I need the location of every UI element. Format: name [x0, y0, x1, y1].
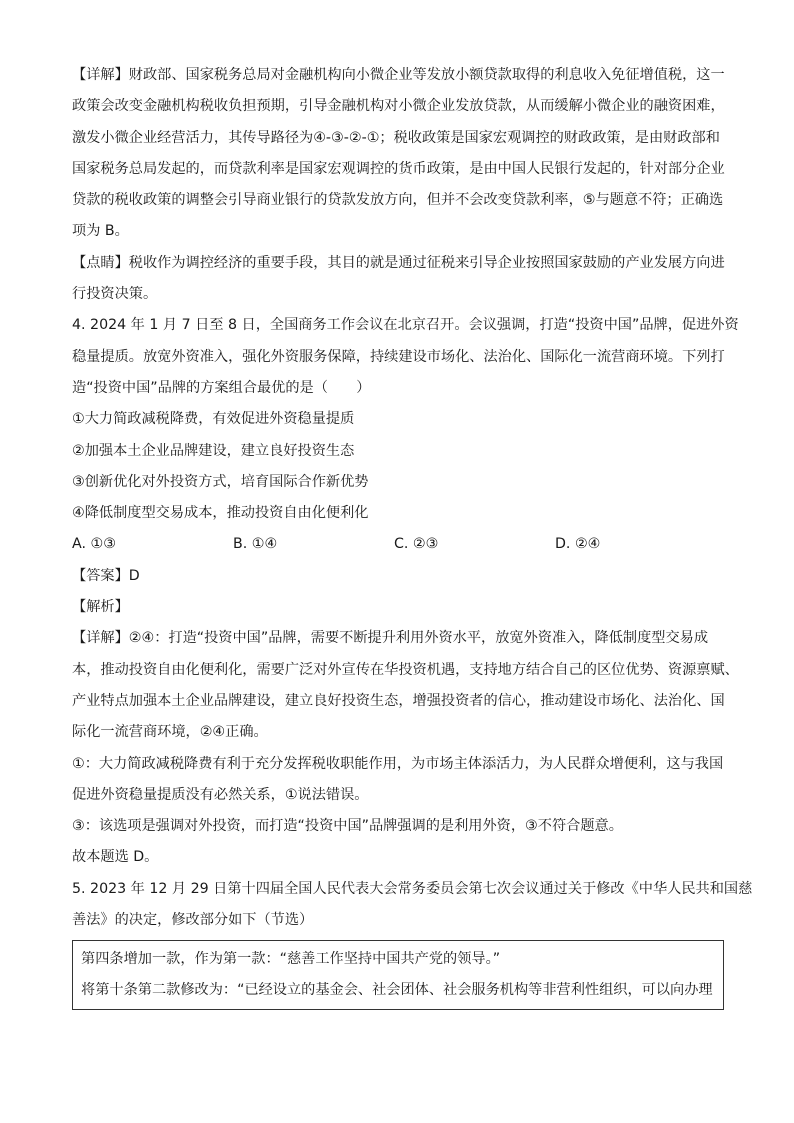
point-1-line: ①：大力简政减税降费有利于充分发挥税收职能作用，为市场主体添活力，为人民群众增便利，这与我国: [72, 755, 724, 772]
document-page: [72, 60, 753, 1010]
text-line: 激发小微企业经营活力，其传导路径为④-③-②-①；税收政策是国家宏观调控的财政政策，是由财政部和: [72, 129, 720, 146]
answer-label: 【答案】D: [72, 567, 140, 584]
question-4: [72, 310, 739, 873]
option-c: C. ②③: [394, 536, 439, 553]
question-5: [72, 874, 753, 1011]
option-d: D. ②④: [555, 536, 601, 553]
question-stem-line: 善法》的决定，修改部分如下（节选）: [72, 912, 314, 929]
question-stem-line: 稳量提质。放宽外资准入，强化外资服务保障，持续建设市场化、法治化、国际化一流营商环境。下列打: [72, 348, 725, 365]
answer-options: [72, 529, 724, 560]
text-line: 【详解】财政部、国家税务总局对金融机构向小微企业等发放小额贷款取得的利息收入免征增值税，这一: [72, 67, 725, 83]
text-line: 政策会改变金融机构税收负担预期，引导金融机构对小微企业发放贷款，从而缓解小微企业的融资困难，: [72, 98, 725, 115]
analysis-label: 【解析】: [72, 599, 129, 616]
question-stem-line: 4. 2024 年 1 月 7 日至 8 日，全国商务工作会议在北京召开。会议强调，打造“投资中国”品牌，促进外资: [72, 317, 739, 334]
detail-line: 本，推动投资自由化便利化，需要广泛对外宣传在华投资机遇，支持地方结合自己的区位优势、资源禀赋、: [72, 661, 739, 678]
statement-item: ①大力简政减税降费，有效促进外资稳量提质: [72, 411, 355, 428]
question-stem-line: 5. 2023 年 12 月 29 日第十四届全国人民代表大会常务委员会第七次会议通过关于修改《中华人民共和国慈: [72, 880, 753, 897]
q3-tip: [72, 248, 724, 311]
question-stem-line: 造“投资中国”品牌的方案组合最优的是（ ）: [72, 379, 371, 396]
q3-detail: [72, 60, 724, 248]
option-b: B. ①④: [233, 536, 278, 553]
text-line: 行投资决策。: [72, 286, 158, 303]
text-line: 国家税务总局发起的，而贷款利率是国家宏观调控的货币政策，是由中国人民银行发起的，针对部分企业: [72, 160, 725, 177]
detail-line: 际化一流营商环境，②④正确。: [72, 724, 268, 741]
material-line: 将第十条第二款修改为：“已经设立的基金会、社会团体、社会服务机构等非营利性组织，可以向办理: [81, 982, 713, 999]
text-line: 【点睛】税收作为调控经济的重要手段，其目的就是通过征税来引导企业按照国家鼓励的产业发展方向进: [72, 254, 725, 271]
statement-item: ③创新优化对外投资方式，培育国际合作新优势: [72, 473, 369, 490]
text-line: 项为 B。: [72, 223, 129, 240]
detail-line: 产业特点加强本土企业品牌建设，建立良好投资生态，增强投资者的信心，推动建设市场化、法治化、国: [72, 692, 725, 709]
statement-item: ②加强本土企业品牌建设，建立良好投资生态: [72, 442, 355, 459]
point-1-line: 促进外资稳量提质没有必然关系，①说法错误。: [72, 786, 369, 803]
quoted-material-box: [72, 940, 724, 1010]
point-3-line: ③：该选项是强调对外投资，而打造“投资中国”品牌强调的是利用外资，③不符合题意。: [72, 818, 623, 835]
option-a: A. ①③: [72, 536, 116, 553]
material-line: 第四条增加一款，作为第一款：“慈善工作坚持中国共产党的领导。”: [81, 951, 501, 968]
statement-item: ④降低制度型交易成本，推动投资自由化便利化: [72, 505, 369, 522]
detail-line: 【详解】②④：打造“投资中国”品牌，需要不断提升利用外资水平，放宽外资准入，降低制度型交易成: [72, 630, 709, 647]
conclusion: 故本题选 D。: [72, 849, 159, 866]
text-line: 贷款的税收政策的调整会引导商业银行的贷款发放方向，但并不会改变贷款利率，⑤与题意不符；正确选: [72, 192, 724, 209]
